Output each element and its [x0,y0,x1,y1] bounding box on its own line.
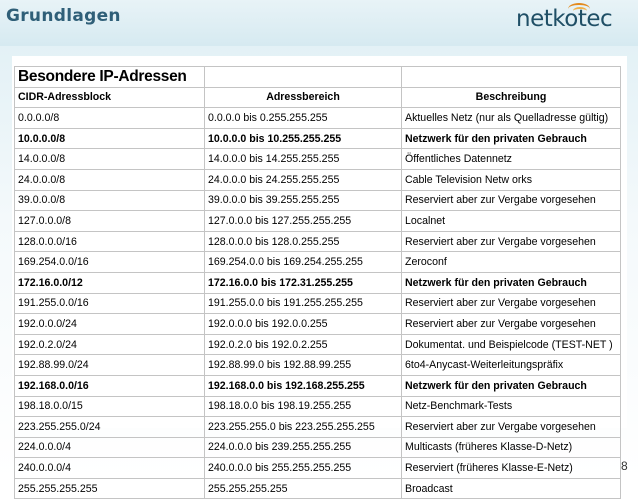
table-caption: Besondere IP-Adressen [15,67,205,88]
cell-range: 172.16.0.0 bis 172.31.255.255 [205,272,402,293]
cell-description: Reserviert aber zur Vergabe vorgesehen [402,314,621,335]
cell-range: 128.0.0.0 bis 128.0.255.255 [205,231,402,252]
table-row [15,314,621,335]
cell-description: Netzwerk für den privaten Gebrauch [402,272,621,293]
table-row [15,108,621,129]
cell-range: 127.0.0.0 bis 127.255.255.255 [205,211,402,232]
table-caption-row [15,67,621,88]
cell-description: 6to4-Anycast-Weiterleitungspräfix [402,355,621,376]
table-row [15,293,621,314]
logo-arc-inner-icon [573,7,587,15]
company-logo [516,6,612,32]
cell-description: Reserviert (früheres Klasse-E-Netz) [402,458,621,479]
cell-description: Netz-Benchmark-Tests [402,396,621,417]
cell-cidr: 224.0.0.0/4 [15,437,205,458]
caption-empty-cell [205,67,402,88]
page-number: 8 [621,459,628,473]
cell-description: Reserviert aber zur Vergabe vorgesehen [402,417,621,438]
cell-cidr: 127.0.0.0/8 [15,211,205,232]
cell-cidr: 0.0.0.0/8 [15,108,205,129]
cell-description: Öffentliches Datennetz [402,149,621,170]
cell-description: Reserviert aber zur Vergabe vorgesehen [402,190,621,211]
cell-description: Netzwerk für den privaten Gebrauch [402,375,621,396]
cell-description: Netzwerk für den privaten Gebrauch [402,128,621,149]
cell-cidr: 10.0.0.0/8 [15,128,205,149]
cell-cidr: 172.16.0.0/12 [15,272,205,293]
caption-empty-cell [402,67,621,88]
cell-range: 255.255.255.255 [205,478,402,499]
cell-range: 24.0.0.0 bis 24.255.255.255 [205,169,402,190]
table-row [15,272,621,293]
table-row [15,375,621,396]
cell-cidr: 24.0.0.0/8 [15,169,205,190]
table-row [15,211,621,232]
table-row [15,396,621,417]
cell-cidr: 192.168.0.0/16 [15,375,205,396]
cell-range: 198.18.0.0 bis 198.19.255.255 [205,396,402,417]
cell-cidr: 39.0.0.0/8 [15,190,205,211]
cell-cidr: 169.254.0.0/16 [15,252,205,273]
logo-text-net: net [516,6,553,32]
cell-description: Aktuelles Netz (nur als Quelladresse gültig) [402,108,621,129]
table-header-row [15,87,621,108]
table-row [15,252,621,273]
slide-header [0,0,638,46]
cell-range: 10.0.0.0 bis 10.255.255.255 [205,128,402,149]
column-header-range: Adressbereich [205,87,402,108]
cell-description: Broadcast [402,478,621,499]
table-row [15,355,621,376]
cell-range: 192.0.0.0 bis 192.0.0.255 [205,314,402,335]
cell-range: 191.255.0.0 bis 191.255.255.255 [205,293,402,314]
ip-address-table [14,66,621,499]
cell-cidr: 128.0.0.0/16 [15,231,205,252]
cell-description: Localnet [402,211,621,232]
table-row [15,417,621,438]
table-row [15,169,621,190]
cell-cidr: 240.0.0.0/4 [15,458,205,479]
cell-range: 192.88.99.0 bis 192.88.99.255 [205,355,402,376]
logo-text-ko: ko [552,6,578,32]
cell-description: Multicasts (früheres Klasse-D-Netz) [402,437,621,458]
cell-cidr: 192.0.2.0/24 [15,334,205,355]
cell-cidr: 255.255.255.255 [15,478,205,499]
table-row [15,437,621,458]
column-header-cidr: CIDR-Adressblock [15,87,205,108]
cell-cidr: 191.255.0.0/16 [15,293,205,314]
cell-description: Reserviert aber zur Vergabe vorgesehen [402,293,621,314]
cell-range: 14.0.0.0 bis 14.255.255.255 [205,149,402,170]
cell-cidr: 223.255.255.0/24 [15,417,205,438]
cell-range: 0.0.0.0 bis 0.255.255.255 [205,108,402,129]
cell-description: Cable Television Netw orks [402,169,621,190]
cell-range: 192.168.0.0 bis 192.168.255.255 [205,375,402,396]
slide-title: Grundlagen [6,6,121,26]
cell-range: 192.0.2.0 bis 192.0.2.255 [205,334,402,355]
cell-range: 240.0.0.0 bis 255.255.255.255 [205,458,402,479]
table-row [15,458,621,479]
cell-range: 39.0.0.0 bis 39.255.255.255 [205,190,402,211]
table-row [15,128,621,149]
column-header-description: Beschreibung [402,87,621,108]
cell-range: 223.255.255.0 bis 223.255.255.255 [205,417,402,438]
logo-text-tec: tec [577,6,613,32]
cell-cidr: 192.0.0.0/24 [15,314,205,335]
table-row [15,149,621,170]
cell-description: Zeroconf [402,252,621,273]
cell-description: Dokumentat. und Beispielcode (TEST-NET ) [402,334,621,355]
cell-description: Reserviert aber zur Vergabe vorgesehen [402,231,621,252]
cell-cidr: 198.18.0.0/15 [15,396,205,417]
table-row [15,190,621,211]
table-row [15,334,621,355]
cell-range: 169.254.0.0 bis 169.254.255.255 [205,252,402,273]
cell-cidr: 192.88.99.0/24 [15,355,205,376]
cell-range: 224.0.0.0 bis 239.255.255.255 [205,437,402,458]
table-row [15,478,621,499]
table-row [15,231,621,252]
table-body [15,67,621,499]
cell-cidr: 14.0.0.0/8 [15,149,205,170]
